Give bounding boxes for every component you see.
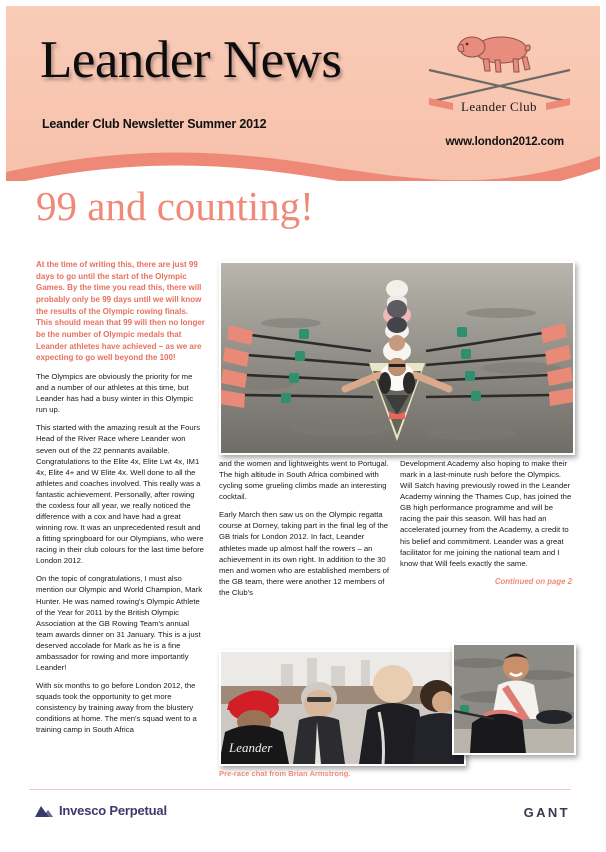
column1-paragraph-2: This started with the amazing result at the Fours Head of the River Race where Leander won seven out of the 22 pennants available. Congratulations to the Elite 4x, Elite Lwt 4x, IM1 4x, Elite 4+ and W Elite 4x. Well done to all the athletes and coaches involved. This really was a fantastic achievement. Personally, after rowing the coxless four all year, we really noticed the difference with a cox and have had a great winning row. It was an unprecedented result and a fitting springboard for our Olympians, who were racing in their club colours for the last time before London 2012.	[36, 423, 204, 566]
article-headline: 99 and counting!	[36, 183, 314, 229]
column3-paragraph-1: Development Academy also hoping to make their mark in a last-minute rush before the Olympics. Will Satch having previously rowed in the Leander Academy winning the Thames Cup, has joined the GB high performance programme and will be racing the pair this season. Will has had an accelerated journey from the Academy, a credit to his belief and commitment. Leander was a great facilitator for me joining the national team and I know that Will feels exactly the same.	[400, 459, 572, 568]
coaches-talking-photo	[221, 652, 464, 764]
body-column-3	[400, 458, 572, 594]
column1-paragraph-3: On the topic of congratulations, I must also mention our Olympic and World Champion, Mark Hunter. He was named rowing's Olympic Athlete of the Year for 2011 by the British Olympic Association at the GB Rowing Team's annual team awards dinner on 31 January. This is a just deserved accolade for Mark as he is a fine ambassador for rowing and more importantly Leander!	[36, 574, 203, 672]
body-column-1	[36, 259, 205, 742]
rowing-crew-photo	[221, 263, 573, 453]
newsletter-header	[6, 6, 600, 181]
photo-pre-race-chat	[219, 650, 466, 766]
main-photo-rowing-eight	[219, 261, 575, 455]
newsletter-subtitle: Leander Club Newsletter Summer 2012	[42, 117, 267, 131]
invesco-mountain-icon	[34, 804, 54, 818]
intro-paragraph: At the time of writing this, there are just 99 days to go until the start of the Olympic Games. By the time you read this, there will probably only be 99 days until we will know the results of the Olympic rowing finals. This should mean that 99 will then no longer be the number of Olympic medals that Leander athletes have achieved – as we are expecting to go well beyond the 100!	[36, 260, 205, 363]
column1-paragraph-4: With six months to go before London 2012, the squads took the opportunity to get more consistency by training away from the blustery conditions at home. The men's squad went to a training camp in South Africa	[36, 681, 197, 735]
athlete-in-boat-photo	[454, 645, 574, 753]
column2-paragraph-2: Early March then saw us on the Olympic regatta course at Dorney, taking part in the final leg of the GB trials for London 2012. In fact, Leander athletes made up almost half the rowers – an achievement in its own right. In addition to the 30 men and women who are established members of the GB team, there were another 12 members of the Club's	[219, 510, 390, 597]
footer-divider	[29, 789, 571, 790]
sponsor-invesco-perpetual	[34, 803, 167, 818]
column2-paragraph-1: and the women and lightweights went to Portugal. The high altitude in South Africa combined with cycling some grueling climbs made an interesting cocktail.	[219, 459, 389, 502]
photo-caption: Pre-race chat from Brian Armstrong.	[219, 769, 351, 778]
leander-club-logo	[427, 24, 572, 124]
column1-paragraph-1: The Olympics are obviously the priority for me and a number of our athletes at this time, but Leander has had a busy winter in this Olympic run up.	[36, 372, 194, 415]
continued-note: Continued on page 2	[494, 576, 572, 586]
svg-text:Leander: Leander	[229, 740, 273, 755]
body-column-2	[219, 458, 391, 605]
masthead-title: Leander News	[40, 31, 342, 89]
invesco-label: Invesco Perpetual	[59, 803, 167, 818]
logo-caption: Leander Club	[461, 99, 537, 114]
website-url[interactable]: www.london2012.com	[445, 136, 564, 148]
sponsor-gant: GANT	[523, 805, 570, 820]
photo-rower-seated	[452, 643, 576, 755]
